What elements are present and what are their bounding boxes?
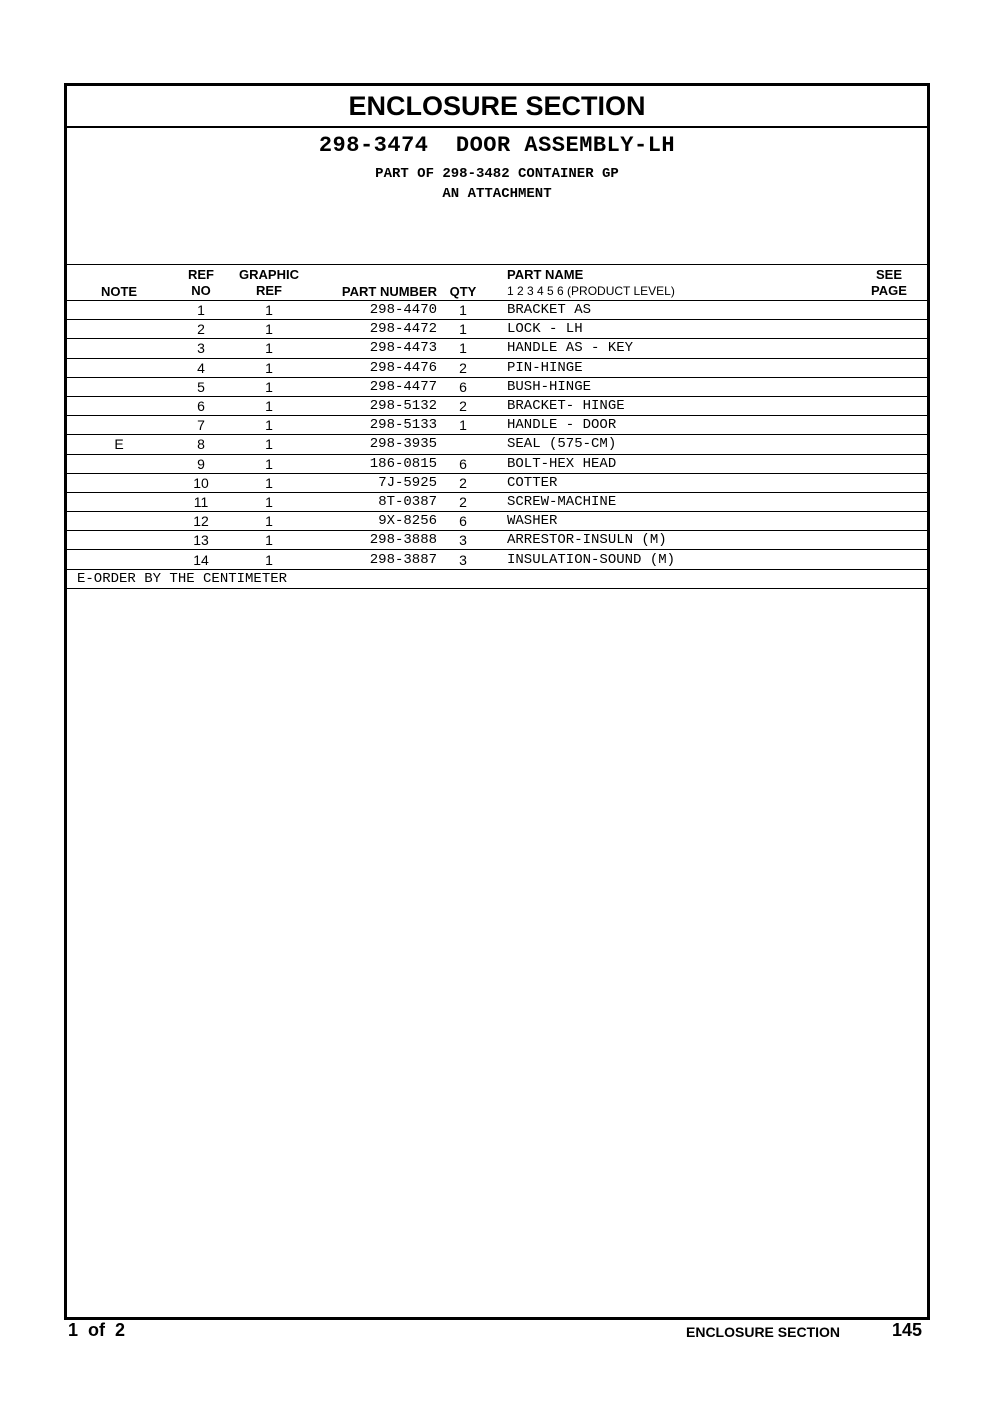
table-row xyxy=(67,454,927,473)
footnote-row xyxy=(67,569,927,588)
part-number-cell: 298-4472 xyxy=(307,320,439,339)
ref-no-cell: 11 xyxy=(171,492,231,511)
see-page-cell xyxy=(851,396,927,415)
header-graphic-ref xyxy=(231,265,307,301)
part-name-cell: BOLT-HEX HEAD xyxy=(487,454,851,473)
qty-cell: 6 xyxy=(439,377,487,396)
part-name-cell: ARRESTOR-INSULN (M) xyxy=(487,531,851,550)
part-name-cell: HANDLE AS - KEY xyxy=(487,339,851,358)
ref-no-cell: 8 xyxy=(171,435,231,454)
part-number-cell: 298-3935 xyxy=(307,435,439,454)
header-graphic-bottom: REF xyxy=(256,283,282,298)
graphic-ref-cell: 1 xyxy=(231,320,307,339)
graphic-ref-cell: 1 xyxy=(231,550,307,569)
part-number-cell: 298-3888 xyxy=(307,531,439,550)
see-page-cell xyxy=(851,320,927,339)
qty-cell: 1 xyxy=(439,339,487,358)
header-part-number-label: PART NUMBER xyxy=(341,284,437,299)
qty-cell: 3 xyxy=(439,550,487,569)
part-name-cell: LOCK - LH xyxy=(487,320,851,339)
section-title: ENCLOSURE SECTION xyxy=(67,86,927,128)
subtitle-line-1: PART OF 298-3482 CONTAINER GP xyxy=(375,166,619,182)
part-name-cell: COTTER xyxy=(487,473,851,492)
qty-cell: 2 xyxy=(439,473,487,492)
part-name-cell: BUSH-HINGE xyxy=(487,377,851,396)
qty-cell: 6 xyxy=(439,454,487,473)
note-cell: E xyxy=(67,435,171,454)
part-number-cell: 298-5133 xyxy=(307,416,439,435)
ref-no-cell: 10 xyxy=(171,473,231,492)
see-page-cell xyxy=(851,377,927,396)
page-frame xyxy=(64,83,930,1320)
header-part-name-label: PART NAME xyxy=(507,267,584,282)
assembly-title: 298-3474 DOOR ASSEMBLY-LH xyxy=(318,133,676,158)
header-note xyxy=(67,265,171,301)
note-cell xyxy=(67,454,171,473)
ref-no-cell: 2 xyxy=(171,320,231,339)
part-name-cell: PIN-HINGE xyxy=(487,358,851,377)
part-number-cell: 298-4476 xyxy=(307,358,439,377)
see-page-cell xyxy=(851,339,927,358)
table-header-row xyxy=(67,265,927,301)
see-page-cell xyxy=(851,473,927,492)
subtitle-line-2: AN ATTACHMENT xyxy=(442,186,552,202)
part-number-cell: 298-4477 xyxy=(307,377,439,396)
graphic-ref-cell: 1 xyxy=(231,454,307,473)
header-ref-bottom: NO xyxy=(191,283,211,298)
qty-cell: 1 xyxy=(439,301,487,320)
ref-no-cell: 3 xyxy=(171,339,231,358)
header-graphic-top: GRAPHIC xyxy=(239,267,299,282)
see-page-cell xyxy=(851,454,927,473)
table-row xyxy=(67,301,927,320)
graphic-ref-cell: 1 xyxy=(231,435,307,454)
see-page-cell xyxy=(851,531,927,550)
header-note-label: NOTE xyxy=(100,284,138,299)
note-cell xyxy=(67,531,171,550)
qty-cell: 1 xyxy=(439,416,487,435)
parts-table xyxy=(67,264,927,589)
footnote: E-ORDER BY THE CENTIMETER xyxy=(67,569,927,588)
table-row xyxy=(67,320,927,339)
see-page-cell xyxy=(851,435,927,454)
part-number-cell: 298-3887 xyxy=(307,550,439,569)
part-name-cell: BRACKET AS xyxy=(487,301,851,320)
part-number-cell: 9X-8256 xyxy=(307,512,439,531)
table-row xyxy=(67,377,927,396)
see-page-cell xyxy=(851,492,927,511)
see-page-cell xyxy=(851,358,927,377)
note-cell xyxy=(67,377,171,396)
part-number-cell: 8T-0387 xyxy=(307,492,439,511)
ref-no-cell: 4 xyxy=(171,358,231,377)
graphic-ref-cell: 1 xyxy=(231,512,307,531)
part-number-cell: 298-4473 xyxy=(307,339,439,358)
part-number-cell: 298-5132 xyxy=(307,396,439,415)
table-row xyxy=(67,358,927,377)
ref-no-cell: 9 xyxy=(171,454,231,473)
ref-no-cell: 5 xyxy=(171,377,231,396)
part-number-cell: 186-0815 xyxy=(307,454,439,473)
graphic-ref-cell: 1 xyxy=(231,416,307,435)
see-page-cell xyxy=(851,550,927,569)
page-of-indicator: 1 of 2 xyxy=(68,1320,126,1340)
part-name-cell: HANDLE - DOOR xyxy=(487,416,851,435)
see-page-cell xyxy=(851,512,927,531)
ref-no-cell: 12 xyxy=(171,512,231,531)
part-name-cell: BRACKET- HINGE xyxy=(487,396,851,415)
note-cell xyxy=(67,320,171,339)
ref-no-cell: 1 xyxy=(171,301,231,320)
header-see-page xyxy=(851,265,927,301)
ref-no-cell: 7 xyxy=(171,416,231,435)
table-row xyxy=(67,492,927,511)
table-row xyxy=(67,416,927,435)
header-see-bottom: PAGE xyxy=(871,283,907,298)
part-name-cell: INSULATION-SOUND (M) xyxy=(487,550,851,569)
header-part-name xyxy=(487,265,851,301)
header-part-number xyxy=(307,265,439,301)
footer-section-title: ENCLOSURE SECTION xyxy=(686,1324,841,1340)
graphic-ref-cell: 1 xyxy=(231,396,307,415)
part-name-cell: SEAL (575-CM) xyxy=(487,435,851,454)
qty-cell: 2 xyxy=(439,492,487,511)
table-row xyxy=(67,396,927,415)
note-cell xyxy=(67,339,171,358)
table-row xyxy=(67,435,927,454)
qty-cell: 1 xyxy=(439,320,487,339)
part-name-cell: WASHER xyxy=(487,512,851,531)
see-page-cell xyxy=(851,416,927,435)
graphic-ref-cell: 1 xyxy=(231,358,307,377)
graphic-ref-cell: 1 xyxy=(231,473,307,492)
table-row xyxy=(67,550,927,569)
part-name-cell: SCREW-MACHINE xyxy=(487,492,851,511)
page-number: 145 xyxy=(892,1320,923,1340)
header-product-level: 1 2 3 4 5 6 (PRODUCT LEVEL) xyxy=(507,284,675,298)
note-cell xyxy=(67,358,171,377)
table-row xyxy=(67,531,927,550)
note-cell xyxy=(67,550,171,569)
table-row xyxy=(67,512,927,531)
table-row xyxy=(67,339,927,358)
header-qty xyxy=(439,265,487,301)
note-cell xyxy=(67,301,171,320)
see-page-cell xyxy=(851,301,927,320)
part-number-cell: 7J-5925 xyxy=(307,473,439,492)
note-cell xyxy=(67,512,171,531)
ref-no-cell: 14 xyxy=(171,550,231,569)
header-qty-label: QTY xyxy=(449,284,477,299)
header-see-top: SEE xyxy=(875,267,902,282)
note-cell xyxy=(67,416,171,435)
header-ref-top: REF xyxy=(188,267,214,282)
graphic-ref-cell: 1 xyxy=(231,492,307,511)
graphic-ref-cell: 1 xyxy=(231,339,307,358)
table-row xyxy=(67,473,927,492)
note-cell xyxy=(67,396,171,415)
note-cell xyxy=(67,492,171,511)
ref-no-cell: 13 xyxy=(171,531,231,550)
ref-no-cell: 6 xyxy=(171,396,231,415)
graphic-ref-cell: 1 xyxy=(231,377,307,396)
graphic-ref-cell: 1 xyxy=(231,531,307,550)
header-ref-no xyxy=(171,265,231,301)
qty-cell: 6 xyxy=(439,512,487,531)
qty-cell: 2 xyxy=(439,358,487,377)
note-cell xyxy=(67,473,171,492)
qty-cell xyxy=(439,435,487,454)
part-number-cell: 298-4470 xyxy=(307,301,439,320)
graphic-ref-cell: 1 xyxy=(231,301,307,320)
qty-cell: 2 xyxy=(439,396,487,415)
qty-cell: 3 xyxy=(439,531,487,550)
